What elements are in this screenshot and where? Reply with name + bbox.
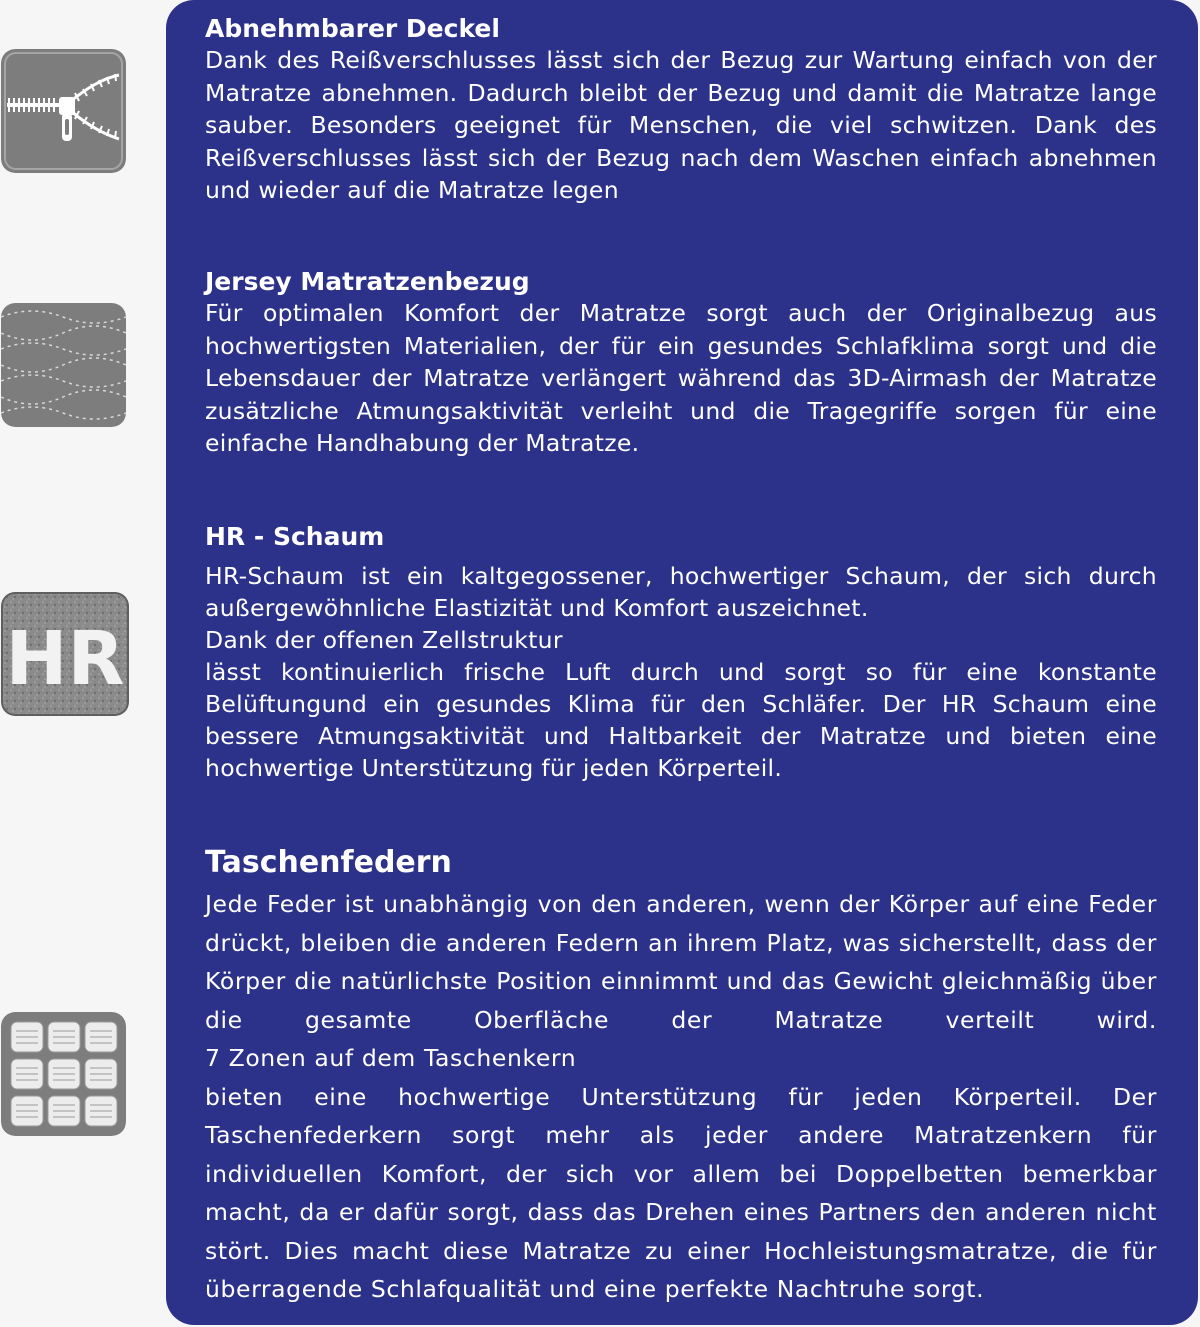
zipper-icon xyxy=(1,49,126,173)
hr-icon-label: HR xyxy=(5,616,125,702)
feature-pocket-springs xyxy=(205,845,1157,1309)
section-text: Dank des Reißverschlusses lässt sich der Bezug zur Wartung einfach von der Matratze abnehmen. Dadurch bleibt der Bezug und damit die Matratze lange sauber. Besonders geeignet für Menschen, die viel schwitzen. Dank des Reißverschlusses lässt sich der Bezug nach dem Waschen einfach abnehmen und wieder auf die Matratze legen xyxy=(205,46,1157,204)
feature-removable-cover xyxy=(205,14,1157,207)
section-text: bieten eine hochwertige Unterstützung für jeden Körperteil. Der Taschenfederkern sorgt mehr als jeder andere Matratzenkern für individuellen Komfort, der sich vor allem bei Doppelbetten bemerkbar macht, da er dafür sorgt, dass das Drehen eines Partners den anderen nicht stört. Dies macht diese Matratze zu einer Hochleistungsmatratze, die für überragende Schlafqualität und eine perfekte Nachtruhe sorgt. xyxy=(205,1082,1157,1303)
section-title: HR - Schaum xyxy=(205,522,385,551)
feature-jersey-cover xyxy=(205,267,1157,460)
hr-foam-icon xyxy=(1,592,129,716)
section-title: Abnehmbarer Deckel xyxy=(205,14,500,43)
section-text: HR-Schaum ist ein kaltgegossener, hochwertiger Schaum, der sich durch außergewöhnliche Elastizität und Komfort auszeichnet. xyxy=(205,562,1157,622)
jersey-fabric-icon xyxy=(1,303,126,427)
section-text: Jede Feder ist unabhängig von den anderen, wenn der Körper auf eine Feder drückt, bleiben die anderen Federn an ihrem Platz, was sicherstellt, dass der Körper die natürlichste Position einnimmt und das Gewicht gleichmäßig über die gesamte Oberfläche der Matratze verteilt wird. xyxy=(205,890,1157,1034)
section-title: Jersey Matratzenbezug xyxy=(205,267,530,296)
section-title: Taschenfedern xyxy=(205,845,452,880)
section-text: lässt kontinuierlich frische Luft durch und sorgt so für eine konstante Belüftungund ein gesundes Klima für den Schläfer. Der HR Schaum eine bessere Atmungsaktivität und Haltbarkeit der Matratze und bieten eine hochwertige Unterstützung für jeden Körperteil. xyxy=(205,658,1157,782)
section-text: Für optimalen Komfort der Matratze sorgt auch der Originalbezug aus hochwertigsten Materialien, der für ein gesundes Schlafklima sorgt und die Lebensdauer der Matratze verlängert während das 3D-Airmash der Matratze zusätzliche Atmungsaktivität verleiht und die Tragegriffe sorgen für eine einfache Handhabung der Matratze. xyxy=(205,299,1157,457)
section-text: 7 Zonen auf dem Taschenkern xyxy=(205,1044,577,1072)
section-text: Dank der offenen Zellstruktur xyxy=(205,626,563,654)
feature-hr-foam xyxy=(205,522,1157,784)
pocket-springs-icon xyxy=(1,1012,126,1136)
